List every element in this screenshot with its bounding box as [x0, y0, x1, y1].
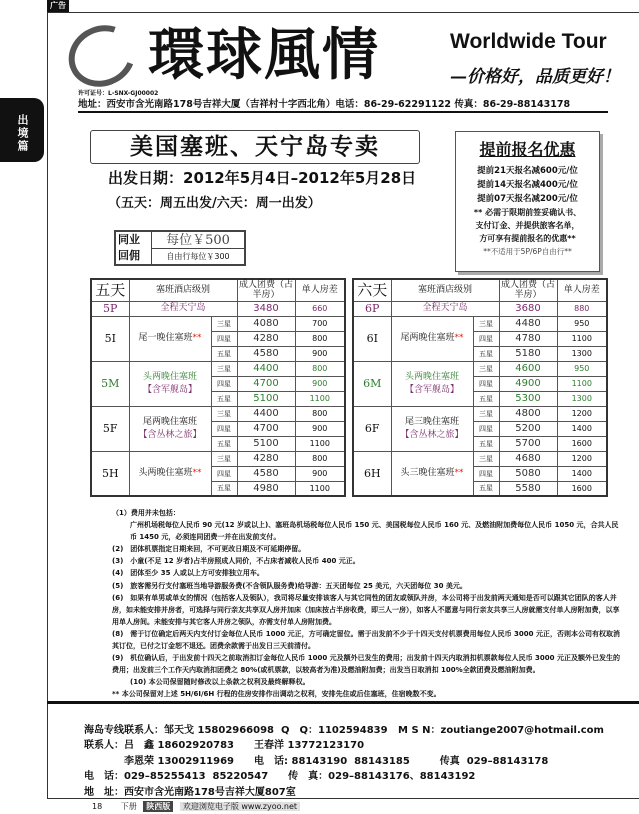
note-item: ** 本公司保留对上述 5H/6I/6H 行程的住房安排作出调动之权利，安排先住或后住塞班，住宿晚数不变。	[112, 690, 441, 699]
asterisk-mark: **	[454, 333, 464, 343]
hotel-star: 四星	[473, 421, 499, 436]
hotel-star: 三星	[211, 316, 237, 331]
package-code: 5H	[91, 451, 129, 496]
contact-line: 联系人：吕 鑫 18602920783 王春洋 13772123170	[84, 740, 365, 751]
single-supplement: 660	[295, 301, 345, 316]
package-code: 5M	[91, 361, 129, 406]
product-banner: 美国塞班、天宁岛专卖	[90, 130, 420, 164]
adult-price: 5180	[499, 346, 557, 361]
table-row	[353, 406, 607, 421]
hotel-star: 四星	[211, 466, 237, 481]
price-header: 成人团费（占半房）	[500, 280, 555, 301]
package-code: 5F	[91, 406, 129, 451]
single-supplement: 1400	[557, 421, 607, 436]
hotel-star: 五星	[473, 346, 499, 361]
single-supplement: 1300	[557, 346, 607, 361]
company-address: 地址：西安市含光南路178号吉祥大厦（吉祥村十字西北角）电话：86-29-62291122 传真：86-29-88143178	[78, 99, 571, 110]
adult-price: 4580	[237, 346, 295, 361]
adult-price: 5100	[237, 391, 295, 406]
contact-line: 地 址：西安市含光南路178号吉祥大厦807室	[84, 786, 296, 798]
package-code: 6P	[353, 301, 391, 316]
single-supplement: 1300	[557, 391, 607, 406]
package-desc	[391, 301, 499, 316]
single-supplement: 900	[295, 466, 345, 481]
promo-note: 支付订金、并提供旅客名单，	[475, 221, 580, 230]
adult-price: 5700	[499, 436, 557, 451]
table-row	[353, 451, 607, 466]
single-supplement: 900	[295, 346, 345, 361]
package-desc-text: 头两晚住塞班	[142, 371, 197, 382]
package-desc-text: 全程天宁岛	[160, 303, 206, 313]
adult-price: 4980	[237, 481, 295, 496]
table-row	[91, 451, 345, 466]
package-desc	[129, 406, 211, 451]
adult-price: 5300	[499, 391, 557, 406]
page-number: 18	[92, 802, 103, 811]
single-supplement: 880	[557, 301, 607, 316]
package-desc-text: 尾一晚住塞班	[138, 333, 193, 343]
table-row	[353, 361, 607, 376]
website-link[interactable]: 欢迎浏览电子版 www.zyoo.net	[180, 802, 300, 811]
package-desc	[391, 361, 473, 406]
adult-price: 4700	[237, 421, 295, 436]
hotel-header: 塞班酒店级别	[391, 279, 499, 301]
adult-price: 4400	[237, 361, 295, 376]
adult-price: 4900	[499, 376, 557, 391]
single-supplement: 1600	[557, 436, 607, 451]
single-supplement: 800	[295, 331, 345, 346]
package-desc	[391, 406, 473, 451]
adult-price: 4400	[237, 406, 295, 421]
brand-title: 環球風情	[148, 22, 380, 88]
note-item: (6) 如果有单男或单女的情况（包括客人及领队），我司将尽量安排该客人与其它同性的团友或领队并房，本公司将于出发前两天通知是否可以跟其它团队的客人并房，如未能安排并房者，可选择与同行亲友共享双人房并加床（加床按占半房收费，即三人一房），如客人不愿意与同行亲友共享三人房就需支付单人房附加费，以享用单人房间。未能安排与其它客人并房之领队，亦需支付单人房附加费。	[112, 593, 620, 626]
adult-price: 5200	[499, 421, 557, 436]
package-desc-text: 头两晚住塞班	[404, 371, 459, 382]
asterisk-mark: **	[192, 467, 202, 478]
single-supplement: 800	[295, 451, 345, 466]
single-supplement: 1600	[557, 481, 607, 496]
hotel-star: 五星	[211, 436, 237, 451]
single-supplement: 900	[295, 376, 345, 391]
package-code: 6I	[353, 316, 391, 361]
package-code: 6H	[353, 451, 391, 496]
single-supplement: 1400	[557, 466, 607, 481]
hotel-star: 四星	[211, 421, 237, 436]
hotel-star: 三星	[211, 451, 237, 466]
edition-badge: 陕西版	[143, 801, 173, 812]
table-row	[91, 406, 345, 421]
hotel-star: 四星	[211, 331, 237, 346]
package-sub: 【含丛林之旅】	[138, 429, 202, 440]
rebate-label-2: 回佣	[118, 249, 140, 262]
promo-title: 提前报名优惠	[479, 140, 576, 159]
adult-price: 4680	[499, 451, 557, 466]
package-desc	[391, 451, 473, 496]
adult-price: 4800	[499, 406, 557, 421]
hotel-star: 三星	[211, 361, 237, 376]
promo-item: 提前21天报名减600元/位	[477, 166, 578, 176]
hotel-star: 五星	[473, 481, 499, 496]
package-desc-text: 头三晚住塞班	[400, 467, 455, 478]
promo-note: 方可享有提前报名的优惠**	[479, 234, 576, 243]
single-supplement: 950	[557, 316, 607, 331]
package-sub: 【含军舰岛】	[404, 384, 459, 395]
table-row	[91, 361, 345, 376]
note-item: (9) 机位确认后，于出发前十四天之前取消扣订金每位人民币 1000 元及额外已发生的费用；出发前十四天内取消扣机票款每位人民币 3000 元正及额外已发生的费用；出发前三个工作天内取消扣团费之 80%(或机票款，以较高者为准)及燃油附加费；出发当日取消扣 100%全款团费及燃油附加费。	[112, 654, 620, 675]
hotel-star: 四星	[473, 466, 499, 481]
adult-price: 4580	[237, 466, 295, 481]
early-booking-box	[455, 131, 600, 272]
asterisk-mark: **	[192, 333, 202, 343]
single-supplement: 1200	[557, 451, 607, 466]
single-supplement: 700	[295, 316, 345, 331]
note-item: (4) 团体至少 35 人或以上方可安排独立用车。	[112, 569, 264, 578]
package-desc-text: 尾三晚住塞班	[404, 416, 459, 427]
adult-price: 4600	[499, 361, 557, 376]
note-item: 广州机场税每位人民币 90 元(12 岁或以上)、塞班岛机场税每位人民币 150 元、美国税每位人民币 160 元、及燃油附加费每位人民币 1050 元，合共人民币 1450 元，必须连同团费一并在出发前支付。	[130, 521, 619, 542]
hotel-star: 五星	[211, 346, 237, 361]
contact-info	[84, 707, 604, 800]
adult-price: 4280	[237, 451, 295, 466]
price-header: 成人团费（占半房）	[238, 280, 293, 301]
hotel-star: 五星	[211, 391, 237, 406]
departure-days: （五天：周五出发/六天：周一出发）	[108, 196, 321, 211]
rebate-box	[114, 230, 246, 266]
license-number: 许可证号：L-SNX-GJ00002	[78, 90, 159, 97]
divider	[78, 111, 608, 113]
page-footer	[92, 801, 300, 812]
adult-price: 4480	[499, 316, 557, 331]
single-supplement: 1100	[557, 376, 607, 391]
adult-price: 5100	[237, 436, 295, 451]
package-sub: 【含丛林之旅】	[400, 429, 464, 440]
rebate-label	[116, 232, 152, 264]
price-table-5day	[90, 278, 346, 497]
days-header: 六天	[353, 279, 391, 301]
contact-line: 海岛专线联系人：邹天戈 15802966098 Q Q：1102594839 M S N：zoutiange2007@hotmail.com	[84, 724, 604, 736]
package-desc	[129, 451, 211, 496]
hotel-star: 五星	[473, 436, 499, 451]
single-supplement: 1100	[295, 481, 345, 496]
single-supplement: 800	[295, 406, 345, 421]
brand-title-en: Worldwide Tour	[450, 30, 607, 53]
divider	[47, 798, 639, 799]
divider	[47, 701, 639, 704]
adult-price: 5080	[499, 466, 557, 481]
departure-dates: 出发日期：2012年5月4日–2012年5月28日	[108, 169, 417, 187]
single-header: 单人房差	[295, 279, 345, 301]
table-row	[91, 301, 345, 316]
hotel-star: 三星	[473, 361, 499, 376]
adult-price: 4700	[237, 376, 295, 391]
note-item: (5) 旅客需另行支付塞班当地导游服务费(不含领队服务费)给导游：五天团每位 25 美元，六天团每位 30 美元。	[112, 581, 467, 590]
adult-price: 4280	[237, 331, 295, 346]
price-table-6day	[352, 278, 608, 497]
single-supplement: 900	[295, 421, 345, 436]
rebate-free-travel: 自由行每位￥300	[166, 252, 230, 261]
table-row	[91, 316, 345, 331]
package-code: 5I	[91, 316, 129, 361]
package-desc-text: 全程天宁岛	[422, 303, 468, 313]
note-item: (8) 需于订位确定后两天内支付订金每位人民币 1000 元正，方可确定留位。需于出发前不少于十四天支付机票费用每位人民币 3000 元正，否则本公司有权取消其订位，已付之订金恕不退还。团费余款需于出发日三天前清付。	[112, 629, 620, 651]
hotel-star: 三星	[211, 406, 237, 421]
package-desc	[129, 361, 211, 406]
note-item: （1）费用并未包括：	[112, 509, 180, 517]
table-row	[353, 301, 607, 316]
hotel-star: 三星	[473, 406, 499, 421]
adult-price: 4780	[499, 331, 557, 346]
hotel-header: 塞班酒店级别	[129, 279, 237, 301]
single-header: 单人房差	[557, 279, 607, 301]
hotel-star: 五星	[211, 481, 237, 496]
hotel-star: 四星	[473, 331, 499, 346]
package-code: 5P	[91, 301, 129, 316]
hotel-star: 四星	[473, 376, 499, 391]
package-desc	[391, 316, 473, 361]
single-supplement: 1200	[557, 406, 607, 421]
promo-item: 提前14天报名减400元/位	[477, 180, 578, 190]
package-code: 6F	[353, 406, 391, 451]
single-supplement: 950	[557, 361, 607, 376]
rebate-amount: 每位￥500	[152, 232, 244, 249]
table-header	[91, 279, 345, 301]
package-desc-text: 尾两晚住塞班	[400, 333, 455, 343]
asterisk-mark: **	[454, 467, 464, 478]
hotel-star: 三星	[473, 316, 499, 331]
note-item: (10) 本公司保留随时修改以上条款之权利及最终解释权。	[130, 678, 310, 687]
package-code: 6M	[353, 361, 391, 406]
contact-line: 李恩荣 13002911969 电 话: 88143190 88143185 传真 029–88143178	[84, 755, 549, 767]
single-supplement: 1100	[295, 391, 345, 406]
brand-slogan: —价格好，品质更好！	[450, 67, 620, 87]
promo-note: ** 必需于限期前签妥确认书、	[473, 208, 582, 217]
adult-price: 3480	[237, 301, 295, 316]
hotel-star: 五星	[473, 391, 499, 406]
hotel-star: 三星	[473, 451, 499, 466]
note-item: (2) 团体机票指定日期来回，不可更改日期及不可延期停留。	[112, 545, 306, 554]
ad-label: 广告	[47, 0, 69, 12]
section-tab: 出境篇	[0, 98, 44, 162]
package-desc	[129, 316, 211, 361]
adult-price: 4080	[237, 316, 295, 331]
package-sub: 【含军舰岛】	[142, 384, 197, 395]
adult-price: 5580	[499, 481, 557, 496]
hotel-star: 四星	[211, 376, 237, 391]
table-row	[353, 316, 607, 331]
single-supplement: 800	[295, 361, 345, 376]
terms-notes	[112, 507, 622, 701]
package-desc-text: 头两晚住塞班	[138, 467, 193, 478]
single-supplement: 1100	[557, 331, 607, 346]
package-desc	[129, 301, 237, 316]
promo-exclusion: **不适用于5P/6P自由行**	[483, 247, 572, 256]
adult-price: 3680	[499, 301, 557, 316]
rebate-label-1: 同业	[118, 233, 140, 246]
days-header: 五天	[91, 279, 129, 301]
contact-line: 电 话：029–85255413 85220547 传 真：029–88143176、88143192	[84, 771, 476, 782]
volume-label: 下册	[120, 802, 137, 811]
note-item: (3) 小童(不足 12 岁者)占半房照成人同价，不占床者减收人民币 400 元正。	[112, 557, 360, 566]
promo-item: 提前07天报名减200元/位	[477, 194, 578, 204]
single-supplement: 1100	[295, 436, 345, 451]
package-desc-text: 尾两晚住塞班	[142, 416, 197, 427]
table-header	[353, 279, 607, 301]
